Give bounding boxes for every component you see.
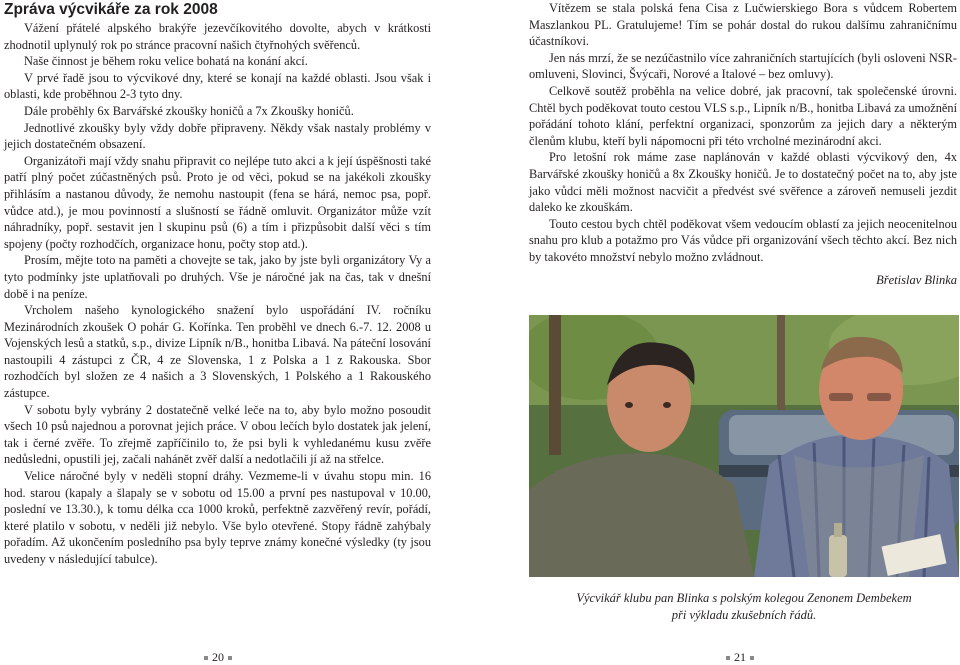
page-marker-icon xyxy=(204,656,208,660)
page-marker-icon xyxy=(726,656,730,660)
right-column xyxy=(529,0,957,288)
paragraph: Vážení přátelé alpského brakýře jezevčíkovitého dovolte, abych v krátkosti zhodnotil uplynulý rok po stránce pracovní našich čtyřnohých svěřenců. xyxy=(4,21,431,52)
paragraph: Celkově soutěž proběhla na velice dobré, jak pracovní, tak společenské úrovni. Chtěl bych poděkovat touto cestou VLS s.p., Lipník n/B., honitba Libavá za umožnění pořádání tohoto klání, perfektní organizaci, sponzorům za jejich dary a některým členům klubu, kteří byli nápomocni při této vrcholné mezinárodní akci. xyxy=(529,83,957,148)
page-marker-icon xyxy=(750,656,754,660)
paragraph: Touto cestou bych chtěl poděkovat všem vedoucím oblastí za jejich neocenitelnou snahu pro klub a potažmo pro Vás vůdce při organizování všech těchto akcí. Bez nich by takovéto množství nebylo možno zvládnout. xyxy=(529,216,957,264)
page-number-left xyxy=(200,650,236,665)
left-column xyxy=(4,0,431,568)
paragraph: Jen nás mrzí, že se nezúčastnilo více zahraničních startujících (byli osloveni NSR-omluveni, Slovinci, Švýcaři, Norové a Italové – bez omluvy). xyxy=(529,50,957,82)
paragraph: V sobotu byly vybrány 2 dostatečně velké leče na to, aby bylo možno posoudit všech 10 psů najednou a porovnat jejich práce. V obou lečích bylo dostatek jak jelení, tak i černé zvěře. To zřejmě zapříčinilo to, že psi byli k vyhledanému kusu zvěře nedůsledni, opustili jej, začali nahánět zvěř další a nedotlačili jí až na střelce. xyxy=(4,402,431,467)
paragraph: Vrcholem našeho kynologického snažení bylo uspořádání IV. ročníku Mezinárodních zkoušek O pohár G. Kořínka. Ten proběhl ve dnech 6.-7. 12. 2008 u Vojenských lesů a statků, s.p., divize Lipník n/B., honitba Libavá. Na páteční losování nastoupili 4 zástupci z ČR, 4 ze Slovenska, 1 z Polska a 1 z Rakouska. Sbor rozhodčích byl složen ze 4 našich a 3 Slovenských, 1 Polského a 1 Rakouského zástupce. xyxy=(4,303,431,401)
paragraph: Dále proběhly 6x Barvářské zkoušky honičů a 7x Zkoušky honičů. xyxy=(24,103,354,118)
photo xyxy=(529,315,959,577)
paragraph: V prvé řadě jsou to výcvikové dny, které se konají na každé oblasti. Jsou však i oblasti, kde proběhnou 2-3 tyto dny. xyxy=(4,70,431,102)
paragraph: Organizátoři mají vždy snahu připravit co nejlépe tuto akci a k její úspěšnosti také patří plný počet zúčastněných psů. Proto je od věci, pokud se na jakékoli zkoušky přihlásím a nastanou důvody, že nemohu nastoupit (fena se hárá, nemoc psa, popř. vůdce atd.), je mou povinností a slušností se řádně omluvit. Organizátor může vzít náhradníky, popř. sestavit jen l skupinu psů (6) a tím i přizpůsobit další věci s tím spojeny (počty rozhodčích, organizace honu, počty stop atd.). xyxy=(4,153,431,251)
page-number-value: 21 xyxy=(734,650,746,664)
page-number-right xyxy=(722,650,758,665)
paragraph: Jednotlivé zkoušky byly vždy dobře připraveny. Někdy však nastaly problémy v jejich dostatečném obsazení. xyxy=(4,120,431,152)
paragraph: Pro letošní rok máme zase naplánován v každé oblasti výcvikový den, 4x Barvářské zkoušky honičů a 8x Zkoušky honičů. Je to dostatečný počet na to, aby jste jako vůdci měli možnost nacvičit a předvést své svěřence a zároveň nemuseli jezdit daleko ke zkouškám. xyxy=(529,150,957,215)
photo-caption-line-2: při výkladu zkušebních řádů. xyxy=(671,607,817,622)
page-number-value: 20 xyxy=(212,650,224,664)
page-marker-icon xyxy=(228,656,232,660)
paragraph: Velice náročné byly v neděli stopní dráhy. Vezmeme-li v úvahu stopu min. 16 hod. starou (kapaly a šlapaly se v sobotu od 15.00 a první pes nastupoval v 10.00, poslední ve 13.30.), k tomu délka cca 1000 kroků, perfektně zazvěřený revír, pořádí, které platilo v sobotu, v neděli již nebylo. Vše bylo otevřené. Stopy řádně zahýbaly pořadím. Až ukončením posledního psa byly teprve známy konečné výsledky (ty jsou uvedeny v následující tabulce). xyxy=(4,469,431,566)
photo-two-men-image xyxy=(529,315,959,577)
photo-caption-line-1: Výcvikář klubu pan Blinka s polským kolegou Zenonem Dembekem xyxy=(576,591,912,605)
paragraph: Naše činnost je během roku velice bohatá na konání akcí. xyxy=(24,54,308,69)
author-signature: Břetislav Blinka xyxy=(876,272,957,287)
photo-caption xyxy=(529,590,959,623)
article-title: Zpráva výcvikáře za rok 2008 xyxy=(4,1,218,18)
paragraph: Prosím, mějte toto na paměti a chovejte se tak, jako by jste byli organizátory Vy a tyto podmínky jste uplatňovali po druhých. Vše je náročné jak na čas, tak v dnešní době i na peníze. xyxy=(4,253,431,301)
paragraph: Vítězem se stala polská fena Cisa z Lučwierskiego Bora s vůdcem Robertem Maszlankou PL. Gratulujeme! Tím se pohár dostal do rukou dalšímu zahraničnímu účastníkovi. xyxy=(529,1,957,49)
